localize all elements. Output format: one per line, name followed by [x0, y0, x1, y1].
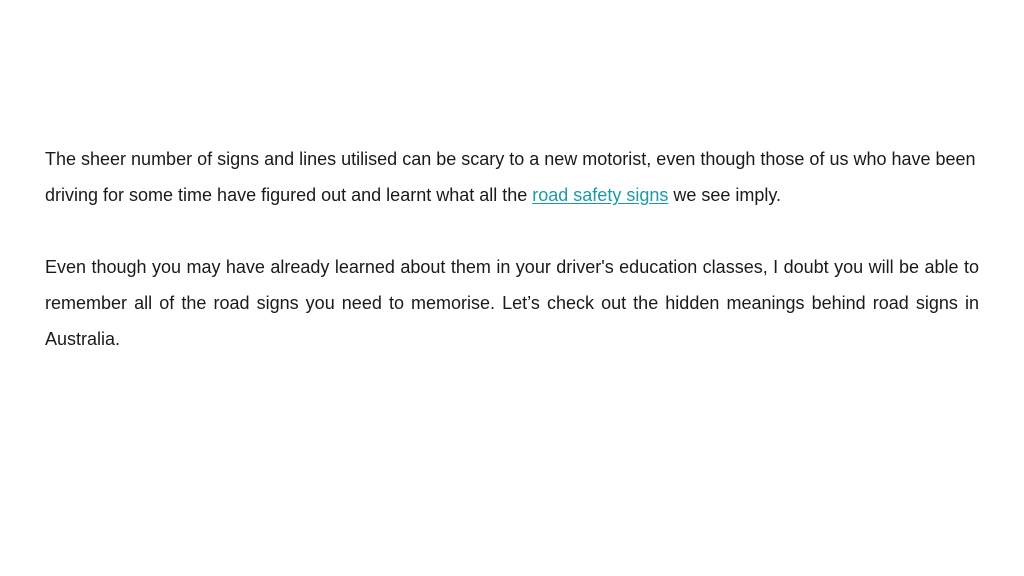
paragraph-1-text-after-link: we see imply. [668, 185, 782, 205]
paragraph-1 [45, 141, 979, 213]
paragraph-2: Even though you may have already learned about them in your driver's education classes, I doubt you will be able to remember all of the road signs you need to memorise. Let’s check out the hidden meanings behind road signs in Australia. [45, 257, 979, 349]
paragraph-1-text-before-link: The sheer number of signs and lines utilised can be scary to a new motorist, even though those of us who have been driving for some time have figured out and learnt what all the [45, 149, 976, 205]
road-safety-signs-link[interactable]: road safety signs [532, 185, 669, 205]
document-body [45, 141, 979, 357]
